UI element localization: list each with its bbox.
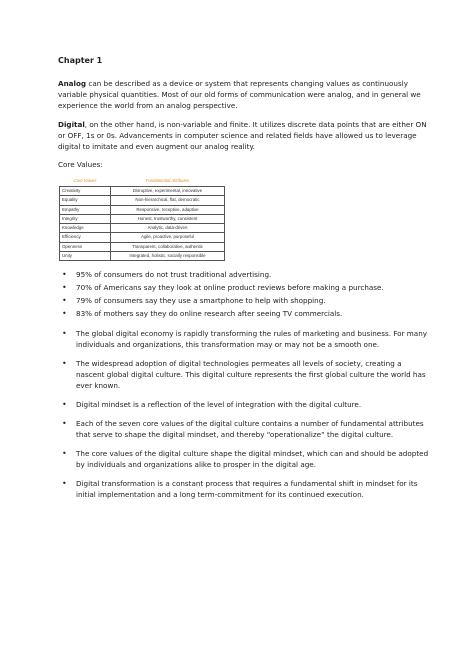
table-cell-attributes: Honest, trustworthy, consistent	[111, 214, 225, 223]
chapter-heading: Chapter 1	[58, 56, 103, 65]
list-item: • 70% of Americans say they look at online product reviews before making a purchase.	[76, 282, 430, 293]
list-item: • Digital mindset is a reflection of the level of integration with the digital culture.	[76, 399, 430, 410]
list-item: • The global digital economy is rapidly transforming the rules of marketing and business. For many individuals and organizations, this transformation may or may not be a smooth one.	[76, 328, 430, 350]
table-cell-value: Efficiency	[60, 233, 111, 242]
digital-paragraph	[58, 119, 430, 152]
points-list	[58, 328, 430, 500]
table-cell-attributes: Agile, proactive, purposeful	[111, 233, 225, 242]
table-header-core-values: Core Values	[73, 178, 97, 183]
table-row	[60, 196, 225, 205]
table-cell-attributes: Disruptive, experimental, innovative	[111, 187, 225, 196]
table-cell-attributes: Responsive, receptive, adaptive	[111, 205, 225, 214]
analog-paragraph	[58, 78, 430, 111]
table-cell-value: Knowledge	[60, 224, 111, 233]
digital-term: Digital	[58, 120, 85, 129]
analog-text: can be described as a device or system that represents changing values as continuously variable physical quantities. Most of our old forms of communication were analog, and in general we experience the world from an analog perspective.	[58, 79, 421, 110]
table-cell-attributes: Analytic, data-driven	[111, 224, 225, 233]
table-cell-attributes: Integrated, holistic, socially responsible	[111, 252, 225, 261]
table-row	[60, 233, 225, 242]
table-header-attributes: Fundamental Attributes	[145, 178, 190, 183]
table-cell-value: Openness	[60, 242, 111, 251]
table-row	[60, 214, 225, 223]
stats-list	[58, 269, 430, 319]
list-item: • 83% of mothers say they do online research after seeing TV commercials.	[76, 308, 430, 319]
table-cell-attributes: Non-hierarchical, flat, democratic	[111, 196, 225, 205]
table-cell-value: Unity	[60, 252, 111, 261]
table-cell-value: Creativity	[60, 187, 111, 196]
list-item: • The core values of the digital culture shape the digital mindset, which can and should be adopted by individuals and organizations alike to prosper in the digital age.	[76, 448, 430, 470]
table-cell-value: Integrity	[60, 214, 111, 223]
table-cell-value: Empathy	[60, 205, 111, 214]
table-row	[60, 205, 225, 214]
analog-term: Analog	[58, 79, 87, 88]
list-item: • Each of the seven core values of the digital culture contains a number of fundamental attributes that serve to shape the digital mindset, and thereby “operationalize” the digital culture.	[76, 418, 430, 440]
core-values-label: Core Values:	[58, 160, 103, 169]
digital-text: , on the other hand, is non-variable and finite. It utilizes discrete data points that are either ON or OFF, 1s or 0s. Advancements in computer science and related fields have allowed us to leverage digital to imitate and even augment our analog reality.	[58, 120, 427, 151]
core-values-table	[59, 177, 225, 261]
table-row	[60, 187, 225, 196]
table-cell-value: Equality	[60, 196, 111, 205]
list-item: • The widespread adoption of digital technologies permeates all levels of society, creating a nascent global digital culture. This digital culture represents the first global culture the world has ever known.	[76, 358, 430, 391]
list-item: • Digital transformation is a constant process that requires a fundamental shift in mindset for its initial implementation and a long term-commitment for its continued execution.	[76, 478, 430, 500]
table-row	[60, 252, 225, 261]
table-row	[60, 224, 225, 233]
table-row	[60, 242, 225, 251]
table-header-row	[60, 177, 225, 187]
table-cell-attributes: Transparent, collaborative, authentic	[111, 242, 225, 251]
list-item: • 79% of consumers say they use a smartphone to help with shopping.	[76, 295, 430, 306]
list-item: • 95% of consumers do not trust traditional advertising.	[76, 269, 430, 280]
